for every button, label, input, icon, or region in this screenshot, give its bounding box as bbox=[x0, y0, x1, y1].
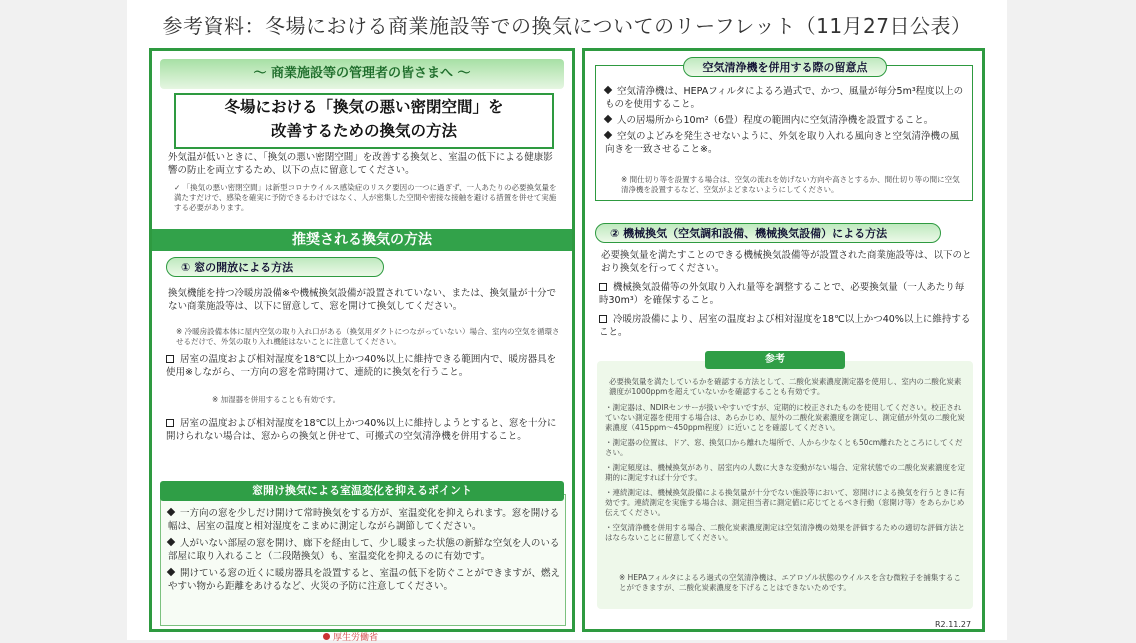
method2-text: 必要換気量を満たすことのできる機械換気設備等が設置された商業施設等は、以下のとおり換気を行ってください。 bbox=[601, 250, 972, 274]
method2-item: 機械換気設備等の外気取り入れ量等を調整することで、必要換気量（一人あたり毎時30m³）を確保すること。 bbox=[599, 282, 965, 306]
point-item: 一方向の窓を少しだけ開けて常時換気をする方が、室温変化を抑えられます。窓を開ける幅は、居室の温度と相対湿度をこまめに測定しながら調節してください。 bbox=[168, 508, 560, 532]
reference-item: ・測定頻度は、機械換気があり、居室内の人数に大きな変動がない場合、定常状態での二酸化炭素濃度を定期的に測定すれば十分です。 bbox=[605, 463, 965, 482]
purifier-note: ※ 間仕切り等を設置する場合は、空気の流れを妨げない方向や高さとするか、間仕切り等の間に空気清浄機を設置するなど、空気がよどまないようにしてください。 bbox=[621, 175, 960, 194]
reference-item: ・測定器の位置は、ドア、窓、換気口から離れた場所で、人から少なくとも50cm離れたところにしてください。 bbox=[605, 438, 963, 457]
square-bullet-icon bbox=[599, 315, 607, 323]
reference-heading: 参考 bbox=[705, 351, 845, 369]
reference-item: ・測定器は、NDIRセンサーが扱いやすいですが、定期的に校正されたものを使用してください。校正されていない測定器を使用する場合は、あらかじめ、屋外の二酸化炭素濃度を測定し、測定値が外気の二酸化炭素濃度（415ppm～450ppm程度）に近いことを確認してください。 bbox=[605, 403, 965, 432]
item1-note: ※ 加湿器を併用することも有効です。 bbox=[212, 395, 341, 404]
point-item: 人がいない部屋の窓を開け、廊下を経由して、少し暖まった状態の新鮮な空気を人のいる部屋に取り入れること（二段階換気）も、室温変化を抑えるのに有効です。 bbox=[168, 538, 560, 562]
method2-list bbox=[599, 281, 973, 339]
diamond-bullet-icon bbox=[604, 131, 612, 139]
check-note: 「換気の悪い密閉空間」は新型コロナウイルス感染症のリスク要因の一つに過ぎず、一人あたりの必要換気量を満たすだけで、感染を確実に予防できるわけではなく、人が密集した空間や密接な接触を避ける措置を併せて実施する必要があります。 bbox=[174, 183, 557, 212]
method2-item: 冷暖房設備により、居室の温度および相対湿度を18℃以上かつ40%以上に維持すること。 bbox=[599, 314, 971, 338]
diamond-bullet-icon bbox=[167, 538, 175, 546]
purifier-heading: 空気清浄機を併用する際の留意点 bbox=[683, 57, 887, 77]
reference-list bbox=[605, 403, 967, 546]
purifier-item: 人の居場所から10m²（6畳）程度の範囲内に空気清浄機を設置すること。 bbox=[605, 114, 965, 127]
square-bullet-icon bbox=[166, 419, 174, 427]
item2-text: 居室の温度および相対湿度を18℃以上かつ40%以上に維持しようとすると、窓を十分に開けられない場合は、窓からの換気と併せて、可搬式の空気清浄機を併用すること。 bbox=[166, 418, 557, 442]
recommended-band: 推奨される換気の方法 bbox=[152, 229, 572, 251]
main-title-line2: 改善するための換気の方法 bbox=[270, 122, 457, 140]
check-note-row bbox=[174, 183, 560, 213]
diamond-bullet-icon bbox=[604, 86, 612, 94]
left-panel bbox=[149, 48, 575, 632]
point-item: 開けている窓の近くに暖房器具を設置すると、室温の低下を防ぐことができますが、燃えやすい物から距離をあけるなど、火災の予防に注意してください。 bbox=[168, 568, 561, 592]
ministry-logo-icon bbox=[323, 633, 330, 640]
points-list bbox=[168, 507, 560, 593]
diamond-bullet-icon bbox=[167, 568, 175, 576]
reference-item: ・連続測定は、機械換気設備による換気量が十分でない施設等において、窓開けによる換気を行うときに有効です。連続測定を実施する場合は、測定担当者に測定値に応じてとるべき行動（窓開け等）をあらかじめ伝えてください。 bbox=[605, 488, 965, 517]
reference-item: ・空気清浄機を併用する場合、二酸化炭素濃度測定は空気清浄機の効果を評価するための適切な評価方法とはならないことに留意してください。 bbox=[605, 523, 965, 542]
publish-date: R2.11.27 bbox=[935, 620, 972, 629]
method1-text: 換気機能を持つ冷暖房設備※や機械換気設備が設置されていない、または、換気量が十分でない商業施設等は、以下に留意して、窓を開けて換気してください。 bbox=[168, 288, 556, 312]
diamond-bullet-icon bbox=[167, 508, 175, 516]
leaflet-page bbox=[127, 0, 1007, 643]
square-bullet-icon bbox=[166, 355, 174, 363]
main-title-box bbox=[174, 93, 554, 149]
method1-title: ① 窓の開放による方法 bbox=[166, 257, 384, 277]
reference-note: ※ HEPAフィルタによるろ過式の空気清浄機は、エアロゾル状態のウイルスを含む微粒子を捕集することができますが、二酸化炭素濃度を下げることはできないためです。 bbox=[619, 573, 961, 592]
document-title: 参考資料：冬場における商業施設等での換気についてのリーフレット（11月27日公表） bbox=[162, 14, 972, 38]
check-icon: ✓ bbox=[174, 183, 183, 192]
reference-intro: 必要換気量を満たしているかを確認する方法として、二酸化炭素濃度測定器を使用し、室内の二酸化炭素濃度が1000ppmを超えていないかを確認することも有効です。 bbox=[609, 377, 962, 396]
purifier-item: 空気清浄機は、HEPAフィルタによるろ過式で、かつ、風量が毎分5m³程度以上のものを使用すること。 bbox=[605, 86, 964, 110]
manager-banner: ～ 商業施設等の管理者の皆さまへ ～ bbox=[160, 59, 564, 89]
method1-note: ※ 冷暖房設備本体に屋内空気の取り入れ口がある（換気用ダクトにつながっていない）場合、室内の空気を循環させるだけで、外気の取り入れ機能はないことに注意してください。 bbox=[176, 327, 560, 346]
item2-row bbox=[166, 417, 562, 443]
method2-title: ② 機械換気（空気調和設備、機械換気設備）による方法 bbox=[595, 223, 941, 243]
purifier-list bbox=[605, 85, 965, 156]
intro-text: 外気温が低いときに、「換気の悪い密閉空間」を改善する換気と、室温の低下による健康影響の防止を両立するため、以下の点に留意してください。 bbox=[168, 152, 553, 176]
item1-text: 居室の温度および相対湿度を18℃以上かつ40%以上に維持できる範囲内で、暖房器具を使用※しながら、一方向の窓を常時開けて、連続的に換気を行うこと。 bbox=[166, 354, 557, 378]
main-title-line1: 冬場における「換気の悪い密閉空間」を bbox=[224, 98, 504, 116]
ministry-logo: 厚生労働省 bbox=[323, 630, 378, 643]
points-heading: 窓開け換気による室温変化を抑えるポイント bbox=[160, 481, 564, 501]
purifier-item: 空気のよどみを発生させないように、外気を取り入れる風向きと空気清浄機の風向きを一致させること※。 bbox=[605, 131, 960, 155]
diamond-bullet-icon bbox=[604, 115, 612, 123]
item1-row bbox=[166, 353, 562, 379]
square-bullet-icon bbox=[599, 283, 607, 291]
right-panel bbox=[582, 48, 985, 632]
